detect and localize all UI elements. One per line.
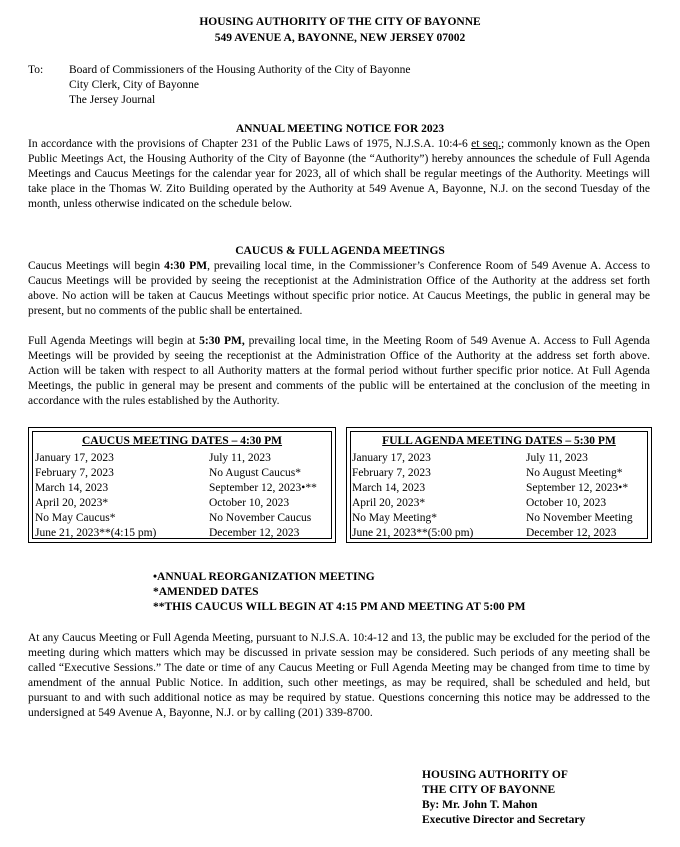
full-agenda-date: No May Meeting*: [352, 512, 437, 524]
full-agenda-date: September 12, 2023•*: [526, 482, 629, 494]
caucus-date: No May Caucus*: [35, 512, 116, 524]
to-label: To:: [28, 64, 44, 76]
caucus-date: September 12, 2023•**: [209, 482, 317, 494]
caucus-time: 4:30 PM: [164, 260, 208, 272]
caucus-dates-box: [28, 427, 336, 543]
recipient-list: [69, 63, 410, 108]
full-agenda-date: No November Meeting: [526, 512, 633, 524]
full-agenda-date: April 20, 2023*: [352, 497, 426, 509]
caucus-date: February 7, 2023: [35, 467, 114, 479]
signature-line: THE CITY OF BAYONNE: [422, 784, 556, 796]
full-agenda-dates-inner-border: [350, 431, 648, 539]
caucus-date: April 20, 2023*: [35, 497, 109, 509]
executive-session-paragraph: At any Caucus Meeting or Full Agenda Meeting, pursuant to N.J.S.A. 10:4-12 and 13, the public may be excluded for the period of the meeting during which matters which may be discussed in private session may be considered. Such periods of any meeting shall be called “Executive Sessions.” The date or time of any Caucus Meeting or Full Agenda Meeting may be changed from time to time by amendment of the annual Public Notice. In addition, such other meetings, as may be required, shall be scheduled and held, but pursuant to and with such additional notice as may be required by statue. Questions concerning this notice may be addressed to the undersigned at 549 Avenue A, Bayonne, N.J. or by calling (201) 339-8700.: [28, 632, 650, 719]
caucus-dates-title: CAUCUS MEETING DATES – 4:30 PM: [81, 435, 283, 447]
caucus-date: March 14, 2023: [35, 482, 109, 494]
caucus-text-end: , prevailing local time, in the Commissioner’s Conference Room of 549 Avenue A. Access to Caucus Meetings will be provided by seeing the receptionist at the Administration Office of the Authority at the address set forth above. No action will be taken at Caucus Meetings without specific prior notice. At Caucus Meetings, the public in general may be present, but no comments of the public shall be entertained.: [28, 260, 651, 317]
intro-text-start: In accordance with the provisions of Chapter 231 of the Public Laws of 1975, N.J.S.A. 10:4-6: [28, 138, 472, 150]
note-amended: *AMENDED DATES: [153, 586, 259, 598]
intro-paragraph: [28, 137, 650, 212]
full-agenda-dates-right-column: [526, 451, 633, 541]
note-caucus-time: **THIS CAUCUS WILL BEGIN AT 4:15 PM AND MEETING AT 5:00 PM: [153, 601, 526, 613]
caucus-paragraph: [28, 259, 650, 319]
signature-line: By: Mr. John T. Mahon: [422, 799, 538, 811]
caucus-date: January 17, 2023: [35, 452, 114, 464]
caucus-date: June 21, 2023**(4:15 pm): [35, 527, 157, 539]
caucus-dates-left-column: [35, 451, 156, 541]
recipient-board: Board of Commissioners of the Housing Authority of the City of Bayonne: [69, 64, 411, 76]
full-agenda-date: January 17, 2023: [352, 452, 431, 464]
caucus-text-start: Caucus Meetings will begin: [28, 260, 165, 272]
full-agenda-date: December 12, 2023: [526, 527, 617, 539]
recipient-city-clerk: City Clerk, City of Bayonne: [69, 79, 200, 91]
header-title: HOUSING AUTHORITY OF THE CITY OF BAYONNE: [199, 16, 481, 28]
full-agenda-time: 5:30 PM,: [199, 335, 245, 347]
full-agenda-text-start: Full Agenda Meetings will begin at: [28, 335, 200, 347]
signature-line: HOUSING AUTHORITY OF: [422, 769, 568, 781]
signature-line: Executive Director and Secretary: [422, 814, 586, 826]
caucus-date: No November Caucus: [209, 512, 312, 524]
full-agenda-date: March 14, 2023: [352, 482, 426, 494]
intro-text-end: ; commonly known as the Open Public Meetings Act, the Housing Authority of the City of Bayonne (the “Authority”) hereby announces the schedule of Full Agenda Meetings and Caucus Meetings for the calendar year for 2023, all of which shall be regular meetings of the Authority. Meetings will take place in the Thomas W. Zito Building operated by the Authority at 549 Avenue A, Bayonne, N.J. on the second Tuesday of the month, unless otherwise indicated on the schedule below.: [28, 138, 650, 210]
signature-block: [422, 768, 585, 828]
caucus-date: July 11, 2023: [209, 452, 271, 464]
full-agenda-dates-left-column: [352, 451, 473, 541]
footnotes: [153, 570, 525, 615]
full-agenda-text-end: prevailing local time, in the Meeting Room of 549 Avenue A. Access to Full Agenda Meetings will be provided by seeing the receptionist at the Administration Office of the Authority at the address set forth above. Action will be taken with respect to all Authority matters at the formal period without further specific prior notice. At Full Agenda Meetings, the public in general may be present and comments of the public will be entertained at the conclusion of the meeting in accordance with the rules established by the Authority.: [28, 335, 650, 407]
full-agenda-date: No August Meeting*: [526, 467, 623, 479]
et-seq-text: et seq.: [471, 138, 501, 150]
full-agenda-date: June 21, 2023**(5:00 pm): [352, 527, 474, 539]
caucus-date: December 12, 2023: [209, 527, 300, 539]
recipient-journal: The Jersey Journal: [69, 94, 156, 106]
annual-notice-title: ANNUAL MEETING NOTICE FOR 2023: [235, 123, 445, 135]
full-agenda-paragraph: [28, 334, 650, 409]
full-agenda-date: October 10, 2023: [526, 497, 607, 509]
note-reorganization: •ANNUAL REORGANIZATION MEETING: [153, 571, 375, 583]
caucus-dates-inner-border: [32, 431, 332, 539]
full-agenda-dates-title: FULL AGENDA MEETING DATES – 5:30 PM: [382, 435, 616, 447]
full-agenda-date: July 11, 2023: [526, 452, 588, 464]
header-address: 549 AVENUE A, BAYONNE, NEW JERSEY 07002: [214, 32, 466, 44]
caucus-date: No August Caucus*: [209, 467, 301, 479]
document-header: [0, 14, 680, 46]
full-agenda-dates-box: [346, 427, 652, 543]
meetings-section-title: CAUCUS & FULL AGENDA MEETINGS: [235, 245, 445, 257]
caucus-date: October 10, 2023: [209, 497, 290, 509]
caucus-dates-right-column: [209, 451, 317, 541]
full-agenda-date: February 7, 2023: [352, 467, 431, 479]
